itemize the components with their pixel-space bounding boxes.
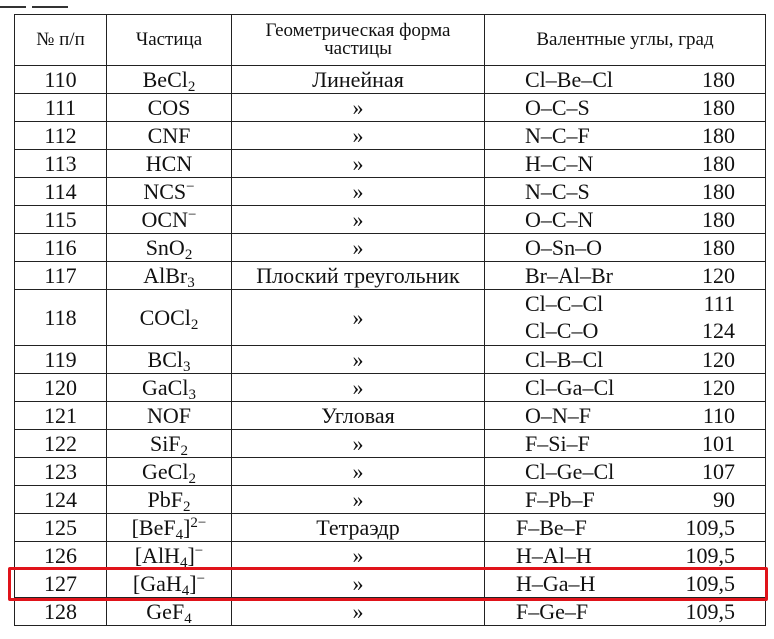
particle-formula <box>107 178 232 206</box>
particle-formula <box>107 598 232 626</box>
formula-subscript: 2 <box>190 316 199 333</box>
bond-line <box>485 178 765 205</box>
row-number: 121 <box>15 402 107 430</box>
particle-formula <box>107 66 232 94</box>
table-header-row <box>15 15 766 66</box>
table-row <box>15 290 766 346</box>
bond-angle: 120 <box>702 346 735 372</box>
bond-angle: 90 <box>713 486 735 512</box>
formula-base: SnO <box>145 234 185 260</box>
valence-angle-cell <box>485 262 766 290</box>
valence-angle-cell <box>485 122 766 150</box>
valence-angle-cell <box>485 290 766 346</box>
bond-angle: 180 <box>702 178 735 204</box>
table-row <box>15 150 766 178</box>
bond-line <box>485 542 765 569</box>
shape-ditto: » <box>232 178 485 206</box>
bond-line <box>485 318 765 345</box>
bond-atoms: F–Ge–F <box>516 598 589 624</box>
bond-atoms: H–C–N <box>525 150 594 176</box>
bond-line <box>485 346 765 373</box>
table-row <box>15 346 766 374</box>
header-particle: Частица <box>107 15 232 66</box>
table-row <box>15 94 766 122</box>
particle-formula <box>107 122 232 150</box>
bond-angle: 107 <box>702 458 735 484</box>
particle-formula <box>107 346 232 374</box>
formula-charge: − <box>186 178 195 195</box>
row-number: 112 <box>15 122 107 150</box>
formula-base: HCN <box>145 150 193 176</box>
formula-charge: − <box>196 570 206 587</box>
bond-line <box>485 94 765 121</box>
bond-atoms: Cl–B–Cl <box>525 346 604 372</box>
shape-ditto: » <box>232 486 485 514</box>
bond-angle: 180 <box>702 206 735 232</box>
formula-base: NOF <box>146 402 191 428</box>
bond-angle: 109,5 <box>685 570 735 596</box>
row-number: 127 <box>15 570 107 598</box>
bond-atoms: O–Sn–O <box>525 234 603 260</box>
bond-line <box>485 458 765 485</box>
header-num: № п/п <box>15 15 107 66</box>
formula-subscript: 2 <box>188 470 196 487</box>
shape-ditto: » <box>232 374 485 402</box>
formula-base: [AlH <box>134 542 180 568</box>
shape-name: Плоский треугольник <box>232 262 485 290</box>
row-number: 117 <box>15 262 107 290</box>
valence-angle-cell <box>485 486 766 514</box>
table-row <box>15 486 766 514</box>
formula-base: PbF <box>147 486 183 512</box>
bond-atoms: Cl–Ge–Cl <box>525 458 615 484</box>
bond-angle: 180 <box>702 150 735 176</box>
valence-angle-cell <box>485 458 766 486</box>
bond-angle: 110 <box>702 402 735 428</box>
formula-subscript: 4 <box>179 554 188 571</box>
row-number: 113 <box>15 150 107 178</box>
formula-base: GeF <box>146 598 185 624</box>
formula-base: AlBr <box>143 262 188 288</box>
shape-ditto: » <box>232 122 485 150</box>
valence-angle-cell <box>485 150 766 178</box>
row-number: 120 <box>15 374 107 402</box>
header-shape <box>232 15 485 66</box>
valence-angle-cell <box>485 514 766 542</box>
bond-atoms: N–C–S <box>525 178 590 204</box>
particle-formula <box>107 262 232 290</box>
table-row <box>15 66 766 94</box>
top-rule-fragment <box>0 0 70 6</box>
bond-atoms: F–Pb–F <box>525 486 595 512</box>
bond-angle: 120 <box>702 262 735 288</box>
bond-angle: 180 <box>702 122 735 148</box>
shape-ditto: » <box>232 206 485 234</box>
valence-angle-cell <box>485 402 766 430</box>
bond-line <box>485 430 765 457</box>
table-row <box>15 430 766 458</box>
bond-line <box>485 66 765 93</box>
particle-formula <box>107 542 232 570</box>
shape-ditto: » <box>232 234 485 262</box>
row-number: 111 <box>15 94 107 122</box>
shape-ditto: » <box>232 150 485 178</box>
bond-atoms: Cl–Be–Cl <box>525 66 614 92</box>
formula-base: NCS <box>143 178 187 204</box>
shape-ditto: » <box>232 598 485 626</box>
valence-angle-cell <box>485 346 766 374</box>
formula-charge: − <box>187 206 197 223</box>
formula-subscript: 4 <box>184 610 192 627</box>
formula-base: BCl <box>147 346 183 372</box>
shape-ditto: » <box>232 290 485 346</box>
formula-subscript: 2 <box>182 498 191 515</box>
shape-ditto: » <box>232 570 485 598</box>
table-row <box>15 178 766 206</box>
bond-atoms: F–Be–F <box>516 514 587 540</box>
row-number: 119 <box>15 346 107 374</box>
row-number: 114 <box>15 178 107 206</box>
formula-subscript: 2 <box>180 442 189 459</box>
valence-angle-cell <box>485 542 766 570</box>
particle-formula <box>107 374 232 402</box>
particle-formula <box>107 94 232 122</box>
formula-subscript: 3 <box>187 274 195 291</box>
bond-line <box>485 291 765 318</box>
particle-formula <box>107 458 232 486</box>
header-shape-line1: Геометрическая форма <box>265 20 451 41</box>
formula-base: OCN <box>141 206 188 232</box>
formula-base: GeCl <box>142 458 189 484</box>
bond-line <box>485 374 765 401</box>
bond-angle: 109,5 <box>685 514 735 540</box>
bond-angle: 124 <box>702 318 735 343</box>
formula-subscript: 2 <box>187 78 196 95</box>
bond-atoms: Cl–Ga–Cl <box>525 374 615 400</box>
formula-base: BeCl <box>142 66 188 92</box>
valence-angle-cell <box>485 178 766 206</box>
row-number: 122 <box>15 430 107 458</box>
formula-base: GaCl <box>142 374 189 400</box>
valence-angle-cell <box>485 206 766 234</box>
formula-base: [GaH <box>132 570 182 596</box>
table-row <box>15 458 766 486</box>
particle-formula <box>107 234 232 262</box>
formula-subscript: 4 <box>181 582 190 599</box>
bond-atoms: O–C–N <box>525 206 594 232</box>
bond-atoms: H–Al–H <box>516 542 592 568</box>
table-row <box>15 402 766 430</box>
bond-angle: 111 <box>703 291 735 316</box>
bond-line <box>485 486 765 513</box>
valence-angles-table <box>14 14 766 626</box>
bond-angle: 180 <box>702 66 735 92</box>
bond-atoms: O–C–S <box>525 94 590 120</box>
bond-angle: 101 <box>702 430 735 456</box>
bond-angle: 120 <box>702 374 735 400</box>
table-row <box>15 598 766 626</box>
shape-name: Тетраэдр <box>232 514 485 542</box>
bond-line <box>485 262 765 289</box>
bond-atoms: F–Si–F <box>525 430 590 456</box>
row-number: 116 <box>15 234 107 262</box>
valence-angle-cell <box>485 430 766 458</box>
formula-base: COS <box>147 94 191 120</box>
table-row <box>15 374 766 402</box>
valence-angle-cell <box>485 66 766 94</box>
table-row <box>15 542 766 570</box>
formula-charge: − <box>194 542 204 559</box>
bond-line <box>485 234 765 261</box>
formula-bracket: ] <box>183 514 191 540</box>
table-row <box>15 262 766 290</box>
bond-atoms: H–Ga–H <box>516 570 596 596</box>
shape-ditto: » <box>232 542 485 570</box>
formula-base: SiF <box>149 430 181 456</box>
shape-name: Угловая <box>232 402 485 430</box>
shape-ditto: » <box>232 346 485 374</box>
header-angles: Валентные углы, град <box>485 15 766 66</box>
header-shape-line2: частицы <box>324 38 392 59</box>
bond-atoms: N–C–F <box>525 122 590 148</box>
formula-subscript: 3 <box>188 386 196 403</box>
valence-angle-cell <box>485 598 766 626</box>
bond-line <box>485 598 765 625</box>
row-number: 128 <box>15 598 107 626</box>
formula-bracket: ] <box>187 542 195 568</box>
formula-subscript: 4 <box>175 526 184 543</box>
bond-angle: 180 <box>702 94 735 120</box>
table-body <box>15 66 766 626</box>
formula-base: [BeF <box>131 514 176 540</box>
bond-line <box>485 122 765 149</box>
bond-atoms: O–N–F <box>525 402 592 428</box>
formula-subscript: 3 <box>182 358 191 375</box>
table-row <box>15 206 766 234</box>
bond-angle: 180 <box>702 234 735 260</box>
table-row <box>15 122 766 150</box>
formula-base: CNF <box>147 122 191 148</box>
particle-formula <box>107 402 232 430</box>
highlight-box <box>8 567 768 601</box>
bond-atoms: Br–Al–Br <box>525 262 613 288</box>
valence-angle-cell <box>485 234 766 262</box>
bond-angle: 109,5 <box>685 542 735 568</box>
row-number: 123 <box>15 458 107 486</box>
particle-formula <box>107 290 232 346</box>
bond-line <box>485 514 765 541</box>
row-number: 118 <box>15 290 107 346</box>
bond-line <box>485 402 765 429</box>
formula-bracket: ] <box>189 570 197 596</box>
particle-formula <box>107 206 232 234</box>
row-number: 110 <box>15 66 107 94</box>
table-row <box>15 514 766 542</box>
valence-angle-cell <box>485 374 766 402</box>
formula-subscript: 2 <box>184 246 193 263</box>
particle-formula <box>107 430 232 458</box>
table-row <box>15 234 766 262</box>
shape-ditto: » <box>232 458 485 486</box>
bond-line <box>485 150 765 177</box>
shape-ditto: » <box>232 430 485 458</box>
particle-formula <box>107 150 232 178</box>
shape-name: Линейная <box>232 66 485 94</box>
particle-formula <box>107 514 232 542</box>
row-number: 115 <box>15 206 107 234</box>
bond-angle: 109,5 <box>685 598 735 624</box>
formula-charge: 2− <box>190 514 207 531</box>
formula-base: COCl <box>139 304 191 330</box>
bond-atoms: Cl–C–O <box>525 318 599 343</box>
bond-atoms: Cl–C–Cl <box>525 291 604 316</box>
row-number: 126 <box>15 542 107 570</box>
bond-line <box>485 206 765 233</box>
particle-formula <box>107 486 232 514</box>
shape-ditto: » <box>232 94 485 122</box>
row-number: 125 <box>15 514 107 542</box>
row-number: 124 <box>15 486 107 514</box>
valence-angle-cell <box>485 94 766 122</box>
